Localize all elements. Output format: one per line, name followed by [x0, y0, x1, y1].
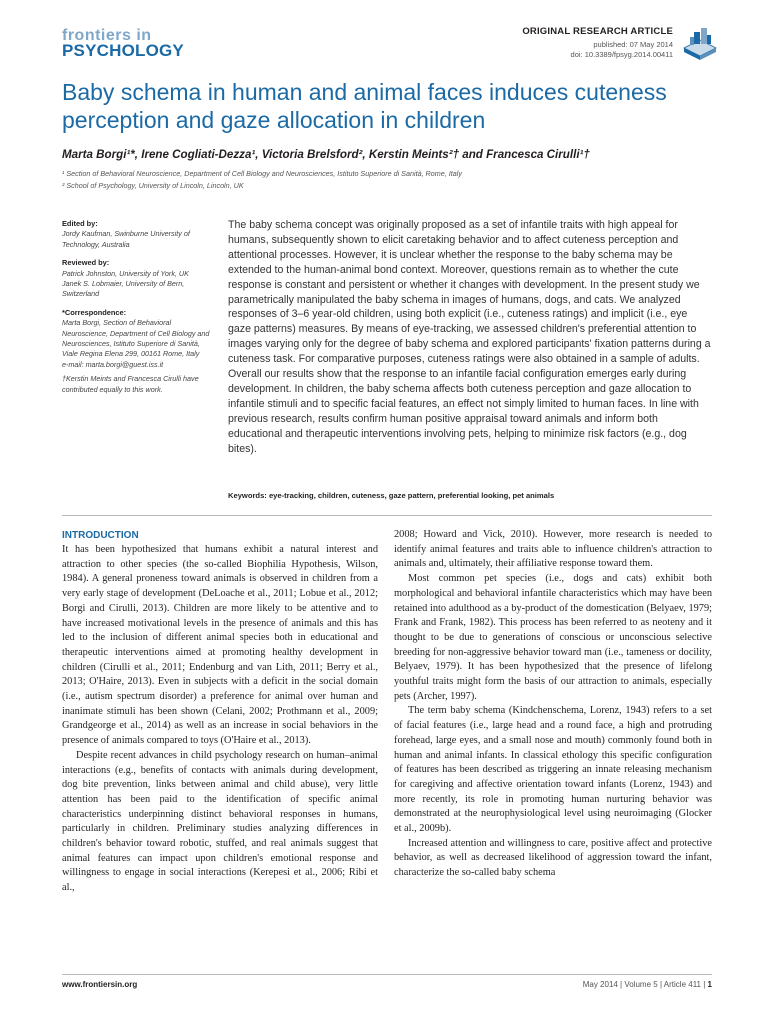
- editor: Jordy Kaufman, Swinburne University of Technology, Australia: [62, 229, 190, 249]
- introduction-heading: INTRODUCTION: [62, 530, 139, 541]
- reviewed-by-label: Reviewed by:: [62, 258, 110, 268]
- paragraph: 2008; Howard and Vick, 2010). However, more research is needed to identify animal features and traits able to influence children's attraction to animals and, ultimately, their affiliative response toward them.: [394, 529, 712, 570]
- paragraph: Increased attention and willingness to care, positive affect and protective behavior, as well as decreased likelihood of aggression toward the infant, characterize the so-called baby schema: [394, 837, 712, 879]
- body-column-left: [62, 543, 378, 896]
- affiliations: [62, 168, 712, 192]
- reviewer-1: Patrick Johnston, University of York, UK: [62, 268, 189, 278]
- section-divider: [62, 515, 712, 516]
- published-date: published: 07 May 2014: [593, 40, 673, 49]
- journal-logo-top: frontiers in: [62, 27, 152, 44]
- paragraph: The term baby schema (Kindchenschema, Lorenz, 1943) refers to a set of facial features (i.e., large head and a round face, a high and protruding forehead, large eyes, and a small nose and mouth) commonly found both in human and animal infants. In classical ethology this specific configuration of features has been described as triggering an innate releasing mechanism for caregiving and affective orientation toward infants (Lorenz, 1943) and more recently, its role in promoting human nurturing behavior was demonstrated at the neurophysiological level using neuroimaging (Glocker et al., 2009b).: [394, 705, 712, 835]
- keywords: [228, 491, 712, 500]
- body-column-right: [394, 528, 712, 881]
- affiliation-2: ² School of Psychology, University of Lincoln, Lincoln, UK: [62, 181, 244, 190]
- publication-info: [571, 40, 673, 60]
- correspondence-label: *Correspondence:: [62, 307, 127, 317]
- paragraph: Most common pet species (i.e., dogs and cats) exhibit both morphological and behavioral infantile characteristics which may have been retained into adulthood as a by-product of the domestication (Belyaev, 1979; Frank and Frank, 1982). This process has been referred to as neoteny and it thought to be due to generations of conscious or unconscious selective breeding for non-aggressive behavior toward man (i.e., tameness or docility, Belyaev, 1979). It has been hypothesized that the presence of lifelong youthful traits might form the basis of our attraction to animals, especially pets (Archer, 1997).: [394, 573, 712, 702]
- paragraph: It has been hypothesized that humans exhibit a natural interest and attraction to other species (the so-called Biophilia Hypothesis, Wilson, 1984). A general proneness toward animals is observed in children from a very early stage of development (DeLoache et al., 2011; Lobue et al., 2012; Borgi and Cirulli, 2013). Children are more likely to be attentive and to have increased motivational levels in the presence of animals and this has led to the inclusion of different animal species both in educational and therapeutic interventions aimed at promoting healthy development in children (Cirulli et al., 2011; Endenburg and van Lith, 2011; Berry et al., 2013; O'Haire, 2013). Even in subjects with a deficit in the social domain (i.e., autism spectrum disorder) a preference for animal over human and inanimate stimuli has been shown (Celani, 2002; Prothmann et al., 2009; Grandgeorge et al., 2014) as well as an increase in social behaviors in the presence of animals compared to toys (O'Haire et al., 2013).: [62, 544, 378, 747]
- affiliation-1: ¹ Section of Behavioral Neuroscience, Department of Cell Biology and Neurosciences, Istituto Superiore di Sanità, Rome, Italy: [62, 169, 462, 178]
- article-title: Baby schema in human and animal faces induces cuteness perception and gaze allocation in children: [62, 79, 667, 133]
- correspondence-email[interactable]: e-mail: marta.borgi@guest.iss.it: [62, 359, 164, 369]
- journal-url[interactable]: www.frontiersin.org: [62, 980, 138, 989]
- doi: doi: 10.3389/fpsyg.2014.00411: [570, 50, 673, 59]
- author-list: Marta Borgi¹*, Irene Cogliati-Dezza¹, Victoria Brelsford², Kerstin Meints²† and Francesca Cirulli¹†: [62, 148, 590, 161]
- keywords-list: eye-tracking, children, cuteness, gaze pattern, preferential looking, pet animals: [268, 491, 555, 500]
- article-sidebar: [62, 219, 214, 395]
- page-number: 1: [707, 980, 712, 989]
- equal-contribution-note: †Kerstin Meints and Francesca Cirulli have contributed equally to this work.: [62, 374, 199, 394]
- journal-logo-bottom: PSYCHOLOGY: [62, 41, 184, 60]
- correspondence-address: Marta Borgi, Section of Behavioral Neuroscience, Department of Cell Biology and Neurosciences, Istituto Superiore di Sanità, Viale Regina Elena 299, 00161 Rome, Italy: [62, 318, 210, 359]
- footer-divider: [62, 974, 712, 975]
- reviewer-2: Janek S. Lobmaier, University of Bern, Switzerland: [62, 279, 185, 299]
- journal-emblem-icon: [680, 22, 720, 60]
- edited-by-label: Edited by:: [62, 219, 98, 228]
- issue-info: [583, 980, 712, 989]
- issue-text: May 2014 | Volume 5 | Article 411 |: [582, 980, 706, 989]
- abstract: The baby schema concept was originally proposed as a set of infantile traits with high appeal for humans, subsequently shown to elicit caretaking behavior and to affect cuteness perception and attentional processes. However, it is unclear whether the response to the baby schema may be extended to the human-animal bond context. Moreover, questions remain as to whether the cute response is constant and persistent or whether it changes with development. In the present study we parametrically manipulated the baby schema in images of humans, dogs, and cats. We analyzed responses of 3–6 year-old children, using both explicit (i.e., cuteness ratings) and implicit (i.e., eye gaze patterns) measures. By means of eye-tracking, we assessed children's preferential attention to images varying only for the degree of baby schema and explored participants' fixation patterns during a cuteness task. For comparative purposes, cuteness ratings were also obtained in a sample of adults. Overall our results show that the response to an infantile facial configuration emerges early during development. In children, the baby schema affects both cuteness perception and gaze allocation to infantile stimuli and to specific facial features, an effect not simply limited to human faces. In line with previous research, results confirm human positive appraisal toward animals and inform both educational and therapeutic interventions involving pets, helping to minimize risk factors (e.g., dog bites).: [228, 219, 711, 455]
- paragraph: Despite recent advances in child psychology research on human–animal interactions (e.g., benefits of contacts with animals during development, dog bite prevention, links between animal and child abuse), very little attention has been paid to the identification of specific animal characteristics underpinning distinct behavioral responses in humans, particularly in children. Preliminary studies analyzing differences in children's behavior toward robotic, stuffed, and real animals suggest that animal features can impact upon children's emotional response and willingness to engage in social interactions (Kerepesi et al., 2006; Ribi et al.,: [62, 749, 378, 894]
- keywords-label: Keywords:: [228, 491, 267, 500]
- article-type: ORIGINAL RESEARCH ARTICLE: [522, 26, 673, 37]
